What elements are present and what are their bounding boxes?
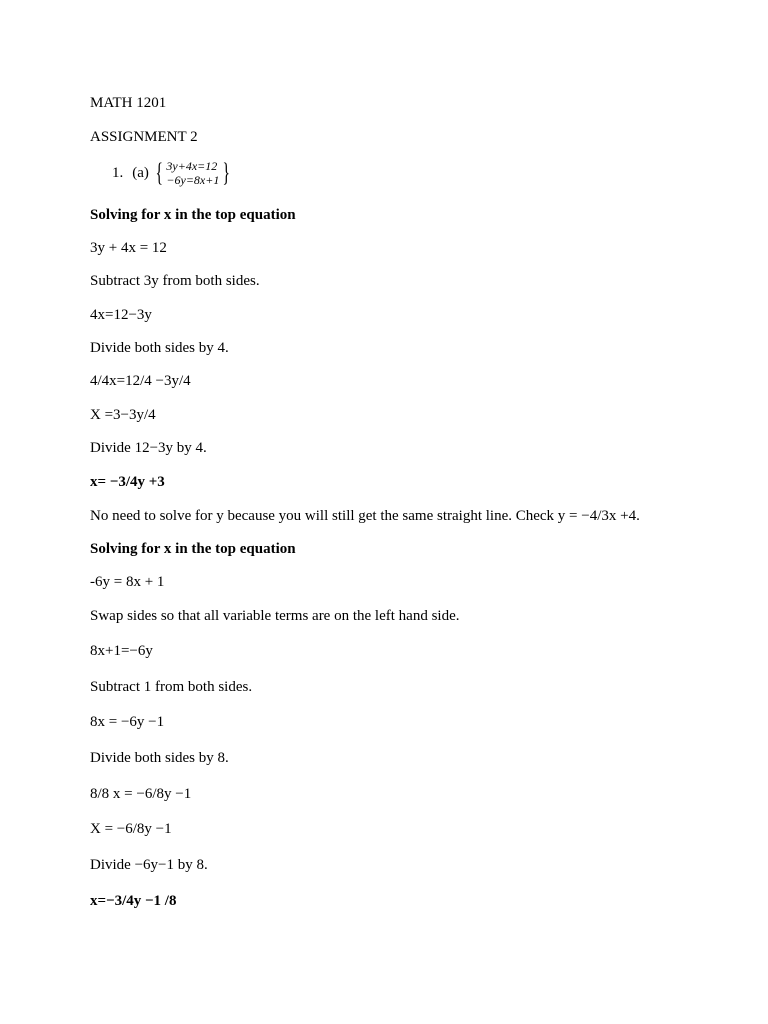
work-line: 8x+1=−6y	[90, 643, 153, 659]
assignment-title: ASSIGNMENT 2	[90, 129, 198, 145]
work-line: X =3−3y/4	[90, 407, 156, 423]
result-line: x=−3/4y −1 /8	[90, 893, 177, 909]
work-line: 4/4x=12/4 −3y/4	[90, 373, 191, 389]
section-heading: Solving for x in the top equation	[90, 541, 296, 557]
system-right-brace: }	[222, 158, 231, 187]
course-title: MATH 1201	[90, 95, 167, 111]
result-line: x= −3/4y +3	[90, 474, 165, 490]
work-line: Divide 12−3y by 4.	[90, 440, 207, 456]
work-line: -6y = 8x + 1	[90, 574, 165, 590]
work-line: 8x = −6y −1	[90, 714, 165, 730]
equation-system	[153, 159, 233, 187]
system-equation-2: −6y=8x+1	[166, 173, 220, 187]
work-line: X = −6/8y −1	[90, 821, 172, 837]
problem-number: 1.	[112, 164, 124, 181]
work-line: 3y + 4x = 12	[90, 240, 167, 256]
work-line: Divide both sides by 8.	[90, 750, 229, 766]
system-equations	[165, 159, 220, 187]
problem-1a	[112, 156, 233, 190]
work-line: 8/8 x = −6/8y −1	[90, 786, 192, 802]
system-left-brace: {	[155, 158, 163, 187]
work-line: Swap sides so that all variable terms are on the left hand side.	[90, 608, 460, 624]
work-line: Subtract 3y from both sides.	[90, 273, 260, 289]
work-line: Divide −6y−1 by 8.	[90, 857, 208, 873]
note-line: No need to solve for y because you will still get the same straight line. Check y = −4/3x +4.	[90, 508, 640, 524]
section-heading: Solving for x in the top equation	[90, 207, 296, 223]
problem-part: (a)	[132, 164, 149, 181]
work-line: Subtract 1 from both sides.	[90, 679, 253, 695]
work-line: Divide both sides by 4.	[90, 340, 229, 356]
work-line: 4x=12−3y	[90, 307, 152, 323]
system-equation-1: 3y+4x=12	[166, 159, 218, 173]
